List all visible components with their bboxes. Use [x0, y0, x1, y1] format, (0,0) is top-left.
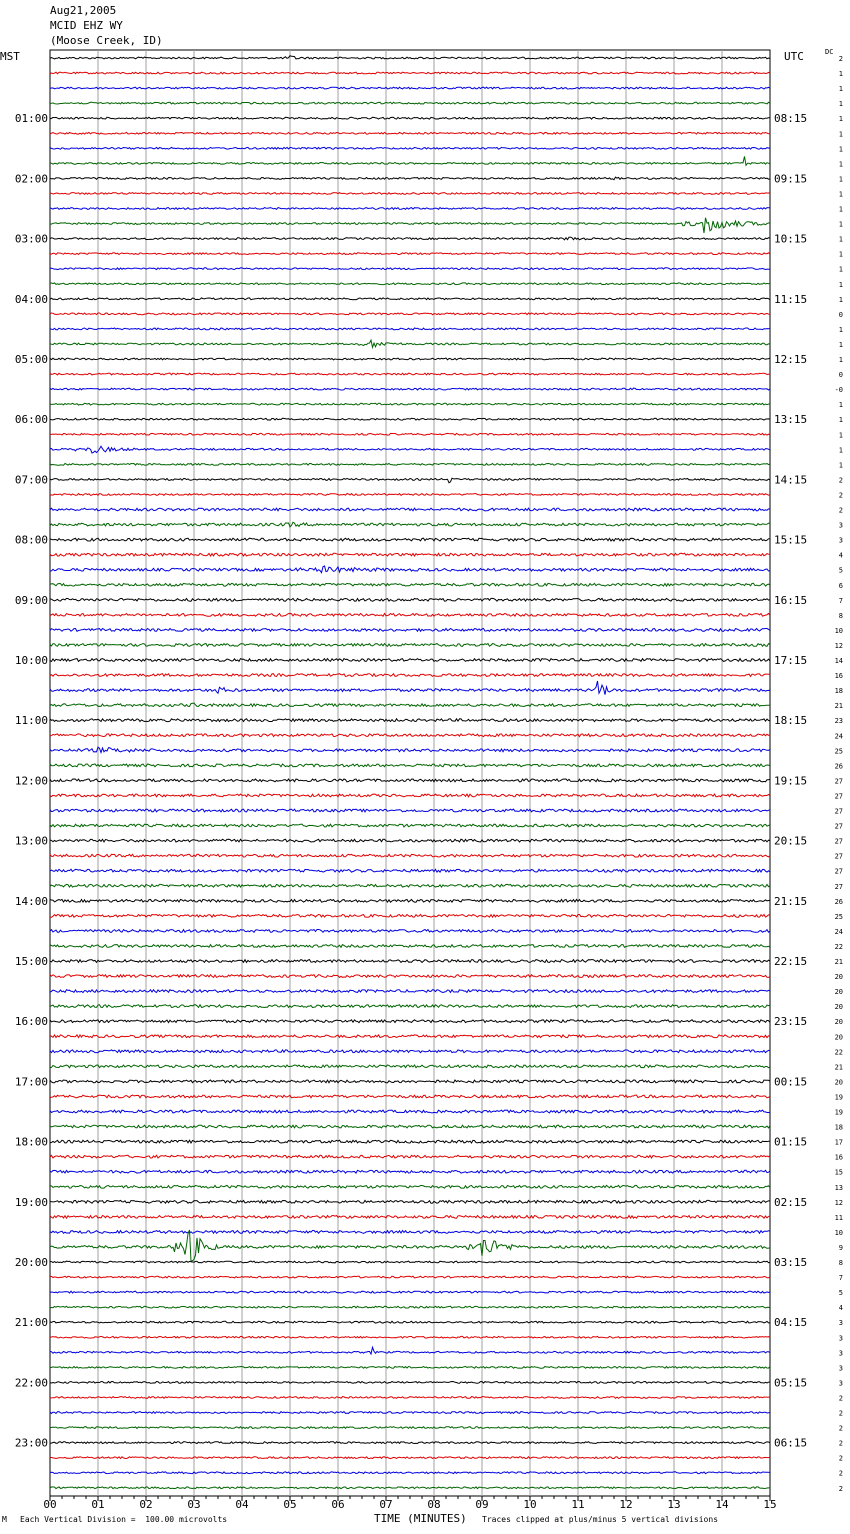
right-hour-label: 15:15: [774, 533, 808, 547]
trace-line: [50, 1261, 770, 1263]
dc-offset-label: 27: [834, 882, 843, 891]
x-tick-label: 09: [475, 1498, 489, 1511]
trace-line: [50, 1110, 770, 1113]
trace-line: [50, 566, 770, 573]
trace-line: [50, 87, 770, 89]
right-hour-label: 21:15: [774, 894, 808, 908]
dc-offset-label: 27: [834, 822, 843, 831]
trace-line: [50, 1427, 770, 1429]
dc-offset-label: 21: [834, 958, 843, 966]
x-axis-title: TIME (MINUTES): [374, 1512, 467, 1525]
trace-line: [50, 1321, 770, 1323]
trace-line: [50, 747, 770, 753]
dc-offset-label: 2: [838, 476, 843, 485]
right-hour-label: 11:15: [774, 292, 808, 306]
trace-line: [50, 1230, 770, 1261]
trace-line: [50, 328, 770, 330]
dc-offset-label: 1: [838, 85, 843, 94]
trace-line: [50, 132, 770, 134]
dc-offset-label: 1: [838, 205, 843, 214]
dc-offset-label: 22: [834, 942, 843, 951]
trace-line: [50, 1125, 770, 1128]
dc-offset-label: 8: [838, 611, 843, 620]
dc-offset-label: 1: [838, 250, 843, 259]
right-hour-label: 16:15: [774, 593, 808, 607]
dc-offset-label: 26: [834, 897, 843, 906]
dc-offset-label: 27: [834, 837, 843, 846]
dc-offset-label: 4: [838, 1304, 843, 1313]
trace-line: [50, 1140, 770, 1143]
corner-mark: M: [2, 1515, 7, 1524]
dc-offset-label: 19: [834, 1093, 843, 1102]
x-tick-label: 10: [523, 1498, 537, 1511]
left-hour-label: 14:00: [14, 894, 48, 908]
trace-line: [50, 117, 770, 119]
trace-line: [50, 478, 770, 483]
dc-offset-label: 3: [838, 521, 843, 530]
dc-offset-label: 1: [838, 356, 843, 364]
trace-line: [50, 298, 770, 300]
trace-line: [50, 1080, 770, 1083]
dc-offset-label: 3: [838, 1379, 843, 1388]
left-hour-label: 12:00: [14, 774, 48, 788]
trace-line: [50, 72, 770, 74]
dc-offset-label: 1: [838, 220, 843, 229]
dc-offset-label: 24: [834, 732, 843, 741]
dc-offset-label: 6: [838, 581, 843, 590]
dc-offset-label: 1: [838, 325, 843, 334]
trace-line: [50, 809, 770, 812]
trace-line: [50, 1005, 770, 1008]
dc-offset-label: 27: [834, 777, 843, 786]
dc-offset-label: 1: [838, 70, 843, 79]
trace-line: [50, 719, 770, 722]
trace-line: [50, 764, 770, 767]
date-label: Aug21,2005: [50, 4, 117, 17]
trace-line: [50, 403, 770, 405]
trace-line: [50, 268, 770, 270]
trace-line: [50, 674, 770, 677]
trace-line: [50, 1472, 770, 1474]
dc-offset-label: 20: [834, 1003, 843, 1012]
dc-offset-label: 1: [838, 100, 843, 109]
left-hour-label: 19:00: [14, 1195, 48, 1209]
location-label: (Moose Creek, ID): [50, 34, 163, 47]
dc-offset-label: 10: [834, 626, 843, 635]
right-hour-label: 17:15: [774, 654, 808, 667]
trace-line: [50, 1155, 770, 1158]
dc-offset-label: 19: [834, 1108, 843, 1117]
dc-offset-label: 2: [838, 506, 843, 515]
right-timezone-label: UTC: [784, 50, 804, 63]
dc-offset-label: 25: [834, 912, 843, 921]
trace-line: [50, 446, 770, 453]
dc-offset-label: 10: [834, 1228, 843, 1237]
trace-line: [50, 1412, 770, 1414]
trace-line: [50, 1382, 770, 1384]
right-hour-label: 00:15: [774, 1075, 808, 1089]
trace-line: [50, 464, 770, 466]
trace-line: [50, 930, 770, 933]
x-tick-label: 14: [715, 1498, 729, 1511]
dc-offset-label: 1: [838, 401, 843, 410]
dc-offset-label: 2: [838, 1439, 843, 1448]
dc-offset-label: 1: [838, 416, 843, 425]
dc-offset-label: 1: [838, 115, 843, 124]
trace-line: [50, 899, 770, 902]
left-hour-label: 16:00: [14, 1015, 48, 1029]
dc-offset-label: 1: [838, 175, 843, 184]
trace-line: [50, 598, 770, 601]
trace-line: [50, 990, 770, 993]
trace-line: [50, 373, 770, 375]
dc-offset-label: 20: [834, 1033, 843, 1042]
dc-offset-label: 17: [834, 1138, 843, 1147]
left-hour-label: 15:00: [14, 955, 48, 968]
left-hour-label: 10:00: [14, 654, 48, 667]
trace-line: [50, 553, 770, 556]
dc-offset-label: 5: [838, 1289, 843, 1298]
trace-line: [50, 1095, 770, 1098]
right-hour-label: 08:15: [774, 112, 808, 126]
right-hour-label: 01:15: [774, 1135, 808, 1149]
dc-offset-label: 3: [838, 1349, 843, 1358]
trace-line: [50, 253, 770, 255]
trace-line: [50, 854, 770, 857]
left-timezone-label: MST: [0, 50, 20, 63]
dc-offset-label: 1: [838, 431, 843, 440]
dc-offset-label: 1: [838, 190, 843, 199]
trace-line: [50, 1020, 770, 1023]
trace-line: [50, 1231, 770, 1234]
dc-offset-label: 20: [834, 973, 843, 982]
trace-line: [50, 418, 770, 420]
trace-line: [50, 1306, 770, 1308]
dc-offset-label: 20: [834, 1078, 843, 1087]
dc-offset-label: 26: [834, 762, 843, 771]
dc-offset-label: 3: [838, 1364, 843, 1373]
dc-offset-label: 2: [838, 1469, 843, 1478]
right-hour-label: 23:15: [774, 1015, 808, 1029]
right-hour-label: 05:15: [774, 1376, 808, 1390]
trace-line: [50, 156, 770, 165]
trace-line: [50, 1487, 770, 1489]
dc-offset-label: 1: [838, 461, 843, 470]
trace-line: [50, 1442, 770, 1444]
dc-label: DC: [825, 48, 834, 56]
trace-line: [50, 102, 770, 104]
dc-offset-label: 0: [838, 310, 843, 319]
dc-offset-label: 12: [834, 1198, 843, 1207]
trace-line: [50, 869, 770, 872]
left-hour-label: 07:00: [14, 473, 48, 487]
left-hour-label: 06:00: [14, 413, 48, 427]
dc-offset-label: 1: [838, 340, 843, 349]
dc-offset-label: 18: [834, 687, 843, 696]
dc-offset-label: 12: [834, 641, 843, 650]
trace-line: [50, 1035, 770, 1038]
trace-line: [50, 945, 770, 948]
dc-offset-label: 3: [838, 1319, 843, 1328]
dc-offset-label: 20: [834, 988, 843, 997]
trace-line: [50, 824, 770, 827]
trace-line: [50, 388, 770, 390]
trace-line: [50, 1291, 770, 1293]
x-tick-label: 00: [43, 1498, 57, 1511]
dc-offset-label: 1: [838, 130, 843, 139]
trace-line: [50, 508, 770, 511]
left-hour-label: 01:00: [14, 112, 48, 126]
dc-offset-label: 4: [838, 551, 843, 560]
x-tick-label: 02: [139, 1498, 153, 1511]
trace-line: [50, 583, 770, 586]
dc-offset-label: 5: [838, 566, 843, 575]
dc-offset-label: 7: [838, 1274, 843, 1283]
dc-offset-label: 1: [838, 235, 843, 244]
trace-line: [50, 794, 770, 797]
left-hour-label: 21:00: [14, 1316, 48, 1330]
left-hour-label: 18:00: [14, 1135, 48, 1149]
dc-offset-label: 1: [838, 265, 843, 274]
dc-offset-label: 25: [834, 747, 843, 756]
trace-line: [50, 734, 770, 737]
clip-note: Traces clipped at plus/minus 5 vertical divisions: [482, 1515, 719, 1524]
trace-line: [50, 1276, 770, 1278]
trace-line: [50, 313, 770, 315]
trace-line: [50, 177, 770, 180]
right-hour-label: 10:15: [774, 232, 808, 246]
trace-line: [50, 614, 770, 617]
dc-offset-label: 27: [834, 867, 843, 876]
right-hour-label: 22:15: [774, 955, 808, 968]
dc-offset-label: 21: [834, 1063, 843, 1072]
trace-line: [50, 1050, 770, 1053]
right-hour-label: 19:15: [774, 774, 808, 788]
dc-offset-label: 27: [834, 852, 843, 861]
station-label: MCID EHZ WY: [50, 19, 123, 32]
dc-offset-label: 20: [834, 1018, 843, 1027]
dc-offset-label: 7: [838, 596, 843, 605]
dc-offset-label: 27: [834, 807, 843, 816]
left-hour-label: 22:00: [14, 1376, 48, 1390]
dc-offset-label: 1: [838, 446, 843, 455]
trace-line: [50, 522, 770, 527]
left-hour-label: 23:00: [14, 1436, 48, 1450]
right-hour-label: 04:15: [774, 1316, 808, 1330]
dc-offset-label: 14: [834, 657, 843, 665]
trace-line: [50, 1397, 770, 1399]
dc-offset-label: 16: [834, 672, 843, 681]
trace-line: [50, 1367, 770, 1369]
trace-line: [50, 1200, 770, 1203]
dc-offset-label: 15: [834, 1168, 843, 1177]
dc-offset-label: 2: [838, 1394, 843, 1403]
dc-offset-label: 13: [834, 1183, 843, 1192]
x-tick-label: 07: [379, 1498, 393, 1511]
trace-line: [50, 340, 770, 347]
dc-offset-label: 22: [834, 1048, 843, 1057]
right-hour-label: 20:15: [774, 834, 808, 848]
dc-offset-label: 9: [838, 1243, 843, 1252]
dc-offset-label: 21: [834, 702, 843, 711]
left-hour-label: 17:00: [14, 1075, 48, 1089]
trace-line: [50, 629, 770, 632]
trace-line: [50, 681, 770, 695]
right-hour-label: 14:15: [774, 473, 808, 487]
trace-line: [50, 659, 770, 662]
dc-offset-label: 2: [838, 491, 843, 500]
dc-offset-label: 8: [838, 1259, 843, 1267]
scale-note: Each Vertical Division = 100.00 microvolts: [20, 1515, 228, 1524]
dc-offset-label: 16: [834, 1153, 843, 1162]
left-hour-label: 04:00: [14, 292, 48, 306]
left-hour-label: 05:00: [14, 353, 48, 366]
trace-line: [50, 1185, 770, 1188]
dc-offset-label: 0: [838, 371, 843, 380]
trace-line: [50, 1170, 770, 1173]
right-hour-label: 09:15: [774, 172, 808, 186]
trace-line: [50, 433, 770, 435]
trace-line: [50, 915, 770, 918]
trace-line: [50, 56, 770, 59]
dc-offset-label: 1: [838, 160, 843, 169]
trace-line: [50, 193, 770, 195]
dc-offset-label: 1: [838, 145, 843, 154]
right-hour-label: 12:15: [774, 353, 808, 366]
trace-line: [50, 494, 770, 496]
trace-line: [50, 779, 770, 782]
dc-offset-label: 1: [838, 280, 843, 289]
left-hour-label: 13:00: [14, 834, 48, 848]
right-hour-label: 13:15: [774, 413, 808, 427]
right-hour-label: 18:15: [774, 714, 808, 728]
trace-line: [50, 538, 770, 541]
plot-frame: [50, 50, 770, 1496]
dc-offset-label: 3: [838, 536, 843, 545]
dc-offset-label: 2: [838, 1424, 843, 1433]
x-tick-label: 05: [283, 1498, 297, 1511]
dc-offset-label: 2: [838, 55, 843, 63]
x-tick-label: 12: [619, 1498, 633, 1511]
dc-offset-label: 3: [838, 1334, 843, 1343]
dc-offset-label: 18: [834, 1123, 843, 1132]
left-hour-label: 08:00: [14, 533, 48, 547]
dc-offset-label: 23: [834, 717, 843, 726]
trace-line: [50, 839, 770, 842]
trace-line: [50, 283, 770, 285]
trace-line: [50, 1065, 770, 1068]
trace-line: [50, 1347, 770, 1354]
x-tick-label: 01: [91, 1498, 105, 1511]
trace-line: [50, 358, 770, 360]
trace-line: [50, 237, 770, 240]
trace-line: [50, 975, 770, 978]
trace-line: [50, 1457, 770, 1459]
dc-offset-label: -0: [834, 386, 843, 395]
x-tick-label: 03: [187, 1498, 201, 1511]
x-tick-label: 04: [235, 1498, 249, 1511]
trace-line: [50, 1336, 770, 1338]
right-hour-label: 03:15: [774, 1256, 808, 1269]
trace-line: [50, 147, 770, 149]
left-hour-label: 03:00: [14, 232, 48, 246]
dc-offset-label: 2: [838, 1409, 843, 1418]
dc-offset-label: 24: [834, 927, 843, 936]
x-tick-label: 11: [571, 1498, 585, 1511]
left-hour-label: 09:00: [14, 593, 48, 607]
trace-line: [50, 960, 770, 963]
trace-line: [50, 208, 770, 210]
dc-offset-label: 2: [838, 1484, 843, 1493]
left-hour-label: 20:00: [14, 1256, 48, 1269]
x-tick-label: 06: [331, 1498, 345, 1511]
x-tick-label: 15: [763, 1498, 777, 1511]
left-hour-label: 11:00: [14, 714, 48, 728]
trace-line: [50, 644, 770, 647]
trace-line: [50, 703, 770, 706]
dc-offset-label: 27: [834, 792, 843, 801]
trace-line: [50, 1216, 770, 1219]
right-hour-label: 02:15: [774, 1195, 808, 1209]
trace-line: [50, 884, 770, 887]
dc-offset-label: 2: [838, 1454, 843, 1463]
x-tick-label: 08: [427, 1498, 441, 1511]
dc-offset-label: 1: [838, 295, 843, 304]
right-hour-label: 06:15: [774, 1436, 808, 1450]
x-tick-label: 13: [667, 1498, 681, 1511]
dc-offset-label: 11: [834, 1213, 843, 1222]
left-hour-label: 02:00: [14, 172, 48, 186]
trace-line: [50, 218, 770, 233]
